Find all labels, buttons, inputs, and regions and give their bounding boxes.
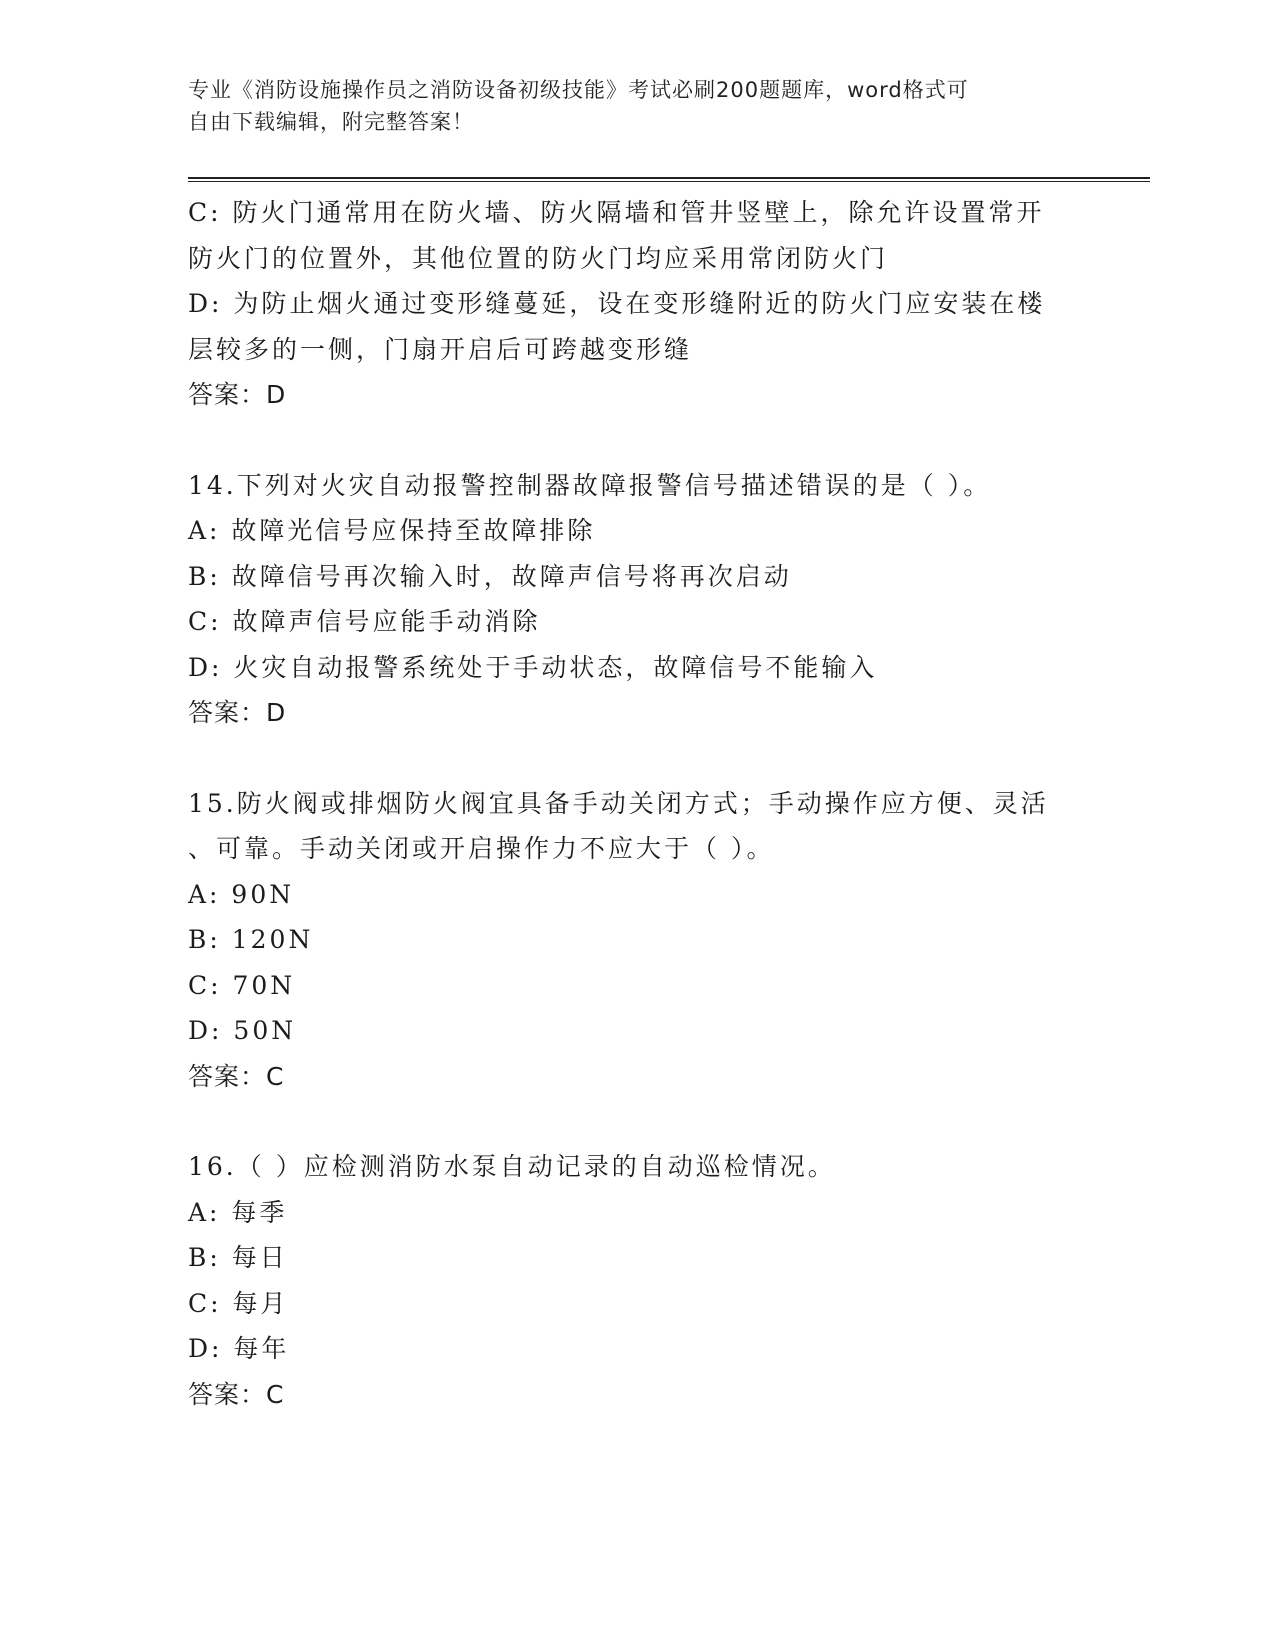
question-14-block [188,463,1088,736]
header-line-2: 自由下载编辑，附完整答案！ [188,110,474,134]
option-a: A: 故障光信号应保持至故障排除 [188,516,596,545]
option-d-line-1: D: 为防止烟火通过变形缝蔓延，设在变形缝附近的防火门应安装在楼 [188,289,1046,318]
answer-line: 答案：D [188,698,287,727]
question-text: 14.下列对火灾自动报警控制器故障报警信号描述错误的是（ ）。 [188,470,992,500]
spacer [188,1099,1088,1144]
header-divider [188,177,1150,182]
spacer [188,736,1088,781]
option-c: C: 70N [188,970,296,1000]
prev-question-block [188,190,1088,418]
header-line-1: 专业《消防设施操作员之消防设备初级技能》考试必刷200题题库，word格式可 [188,78,969,102]
option-d: D: 50N [188,1016,297,1045]
question-16-block [188,1144,1088,1417]
question-text-line-2: 、可靠。手动关闭或开启操作力不应大于（ ）。 [188,834,775,863]
question-text-line-1: 15.防火阀或排烟防火阀宜具备手动关闭方式；手动操作应方便、灵活 [188,788,1049,818]
option-b: B: 120N [188,925,314,954]
option-b: B: 每日 [188,1243,288,1272]
option-d: D: 火灾自动报警系统处于手动状态，故障信号不能输入 [188,652,878,682]
option-d-line-2: 层较多的一侧，门扇开启后可跨越变形缝 [188,334,693,364]
question-list [188,190,1088,1417]
answer-line: 答案：C [188,1061,285,1091]
option-d: D: 每年 [188,1334,290,1363]
question-text: 16.（ ）应检测消防水泵自动记录的自动巡检情况。 [188,1152,836,1181]
option-a: A: 90N [188,879,295,909]
option-b: B: 故障信号再次输入时，故障声信号将再次启动 [188,561,792,591]
option-c-line-2: 防火门的位置外，其他位置的防火门均应采用常闭防火门 [188,243,889,273]
answer-line: 答案：C [188,1379,285,1409]
question-15-block [188,781,1088,1100]
document-header [188,74,1068,138]
option-c: C: 每月 [188,1288,289,1318]
option-c: C: 故障声信号应能手动消除 [188,607,541,636]
spacer [188,418,1088,463]
option-c-line-1: C: 防火门通常用在防火墙、防火隔墙和管井竖壁上，除允许设置常开 [188,198,1045,227]
answer-line: 答案：D [188,380,287,409]
option-a: A: 每季 [188,1197,288,1227]
